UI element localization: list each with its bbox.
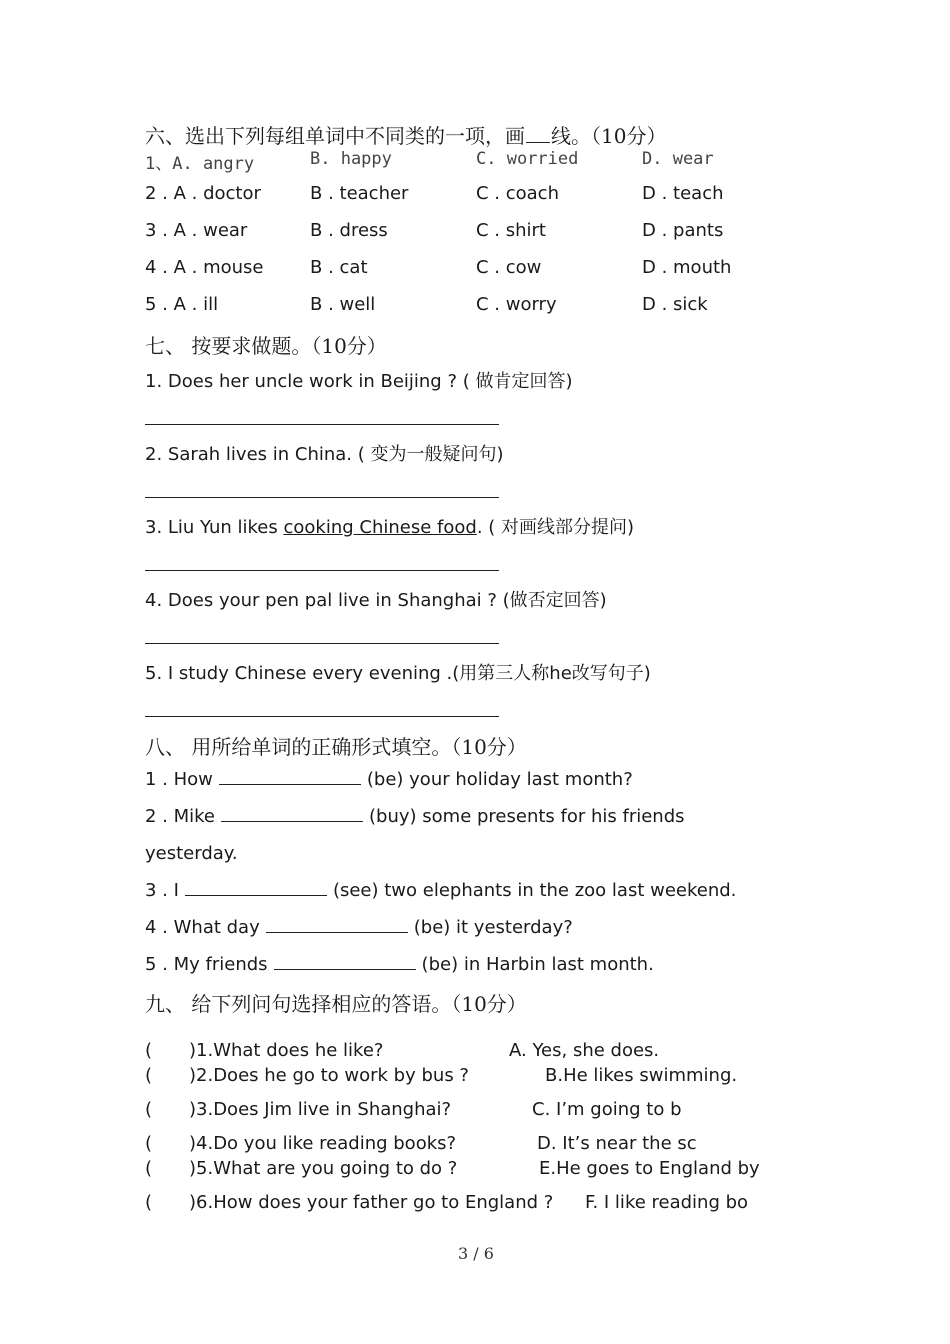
s9-question-5: )5.What are you going to do ? <box>189 1158 458 1179</box>
s8-question-5 <box>145 953 654 975</box>
s9-option-c: C. I’m going to b <box>532 1099 682 1120</box>
s8-blank-5[interactable] <box>274 953 416 970</box>
s9-question-2: )2.Does he go to work by bus ? <box>189 1065 469 1086</box>
s6-row-2-d: D . teach <box>642 183 724 204</box>
s6-row-5-a: 5 . A . ill <box>145 294 219 315</box>
s7-question-3 <box>145 513 634 539</box>
s6-row-3-c: C . shirt <box>476 220 546 241</box>
s7-question-4: 4. Does your pen pal live in Shanghai ? (做否定回答) <box>145 590 607 611</box>
title-blank <box>526 128 550 143</box>
s8-q4-post: (be) it yesterday? <box>413 917 573 938</box>
s8-question-2-cont: yesterday. <box>145 843 238 864</box>
s9-answer-paren-6[interactable]: ( <box>145 1192 153 1213</box>
s9-question-4: )4.Do you like reading books? <box>189 1133 457 1154</box>
section-6-title-post: 线。（10分） <box>551 124 667 148</box>
s7-question-5: 5. I study Chinese every evening .(用第三人称he改写句子) <box>145 663 651 684</box>
s6-row-3-d: D . pants <box>642 220 724 241</box>
s9-question-3: )3.Does Jim live in Shanghai? <box>189 1099 452 1120</box>
s6-row-5-c: C . worry <box>476 294 557 315</box>
s9-option-d: D. It’s near the sc <box>537 1133 697 1154</box>
s7-answer-line-3[interactable] <box>145 570 499 571</box>
s9-row-4 <box>145 1133 456 1154</box>
s6-row-1-d: D. wear <box>642 149 714 169</box>
s8-q2-pre: 2 . Mike <box>145 806 216 827</box>
s9-question-6: )6.How does your father go to England ? <box>189 1192 554 1213</box>
s9-option-b: B.He likes swimming. <box>545 1065 738 1086</box>
s9-row-1 <box>145 1040 383 1061</box>
s8-blank-1[interactable] <box>219 768 361 785</box>
s8-question-1 <box>145 768 633 790</box>
s8-q3-post: (see) two elephants in the zoo last weekend. <box>332 880 737 901</box>
s8-q5-pre: 5 . My friends <box>145 954 268 975</box>
s8-blank-2[interactable] <box>221 805 363 822</box>
s9-answer-paren-1[interactable]: ( <box>145 1040 153 1061</box>
s8-blank-3[interactable] <box>185 879 327 896</box>
s6-row-1-b: B. happy <box>310 149 392 169</box>
section-6-title-pre: 六、选出下列每组单词中不同类的一项，画 <box>145 124 525 148</box>
s9-answer-paren-4[interactable]: ( <box>145 1133 153 1154</box>
s9-option-a: A. Yes, she does. <box>509 1040 660 1061</box>
s8-question-3 <box>145 879 736 901</box>
s6-row-4-c: C . cow <box>476 257 542 278</box>
s9-answer-paren-3[interactable]: ( <box>145 1099 153 1120</box>
section-8-title: 八、 用所给单词的正确形式填空。（10分） <box>145 735 527 759</box>
s8-question-4 <box>145 916 573 938</box>
s9-row-5 <box>145 1158 457 1179</box>
s9-option-e: E.He goes to England by <box>539 1158 760 1179</box>
section-7-title: 七、 按要求做题。（10分） <box>145 334 387 358</box>
s6-row-2-a: 2 . A . doctor <box>145 183 261 204</box>
s6-row-4-b: B . cat <box>310 257 368 278</box>
s7-q3-underlined: cooking Chinese food <box>283 517 477 538</box>
s7-answer-line-4[interactable] <box>145 643 499 644</box>
s7-answer-line-5[interactable] <box>145 716 499 717</box>
s9-row-2 <box>145 1065 469 1086</box>
s8-q2-post: (buy) some presents for his friends <box>369 806 685 827</box>
s6-row-4-d: D . mouth <box>642 257 732 278</box>
page-number: 3 / 6 <box>458 1244 494 1263</box>
s9-question-1: )1.What does he like? <box>189 1040 384 1061</box>
s6-row-2-b: B . teacher <box>310 183 409 204</box>
s6-row-4-a: 4 . A . mouse <box>145 257 264 278</box>
s8-q4-pre: 4 . What day <box>145 917 260 938</box>
s9-option-f: F. I like reading bo <box>585 1192 749 1213</box>
s6-row-5-d: D . sick <box>642 294 708 315</box>
s6-row-3-b: B . dress <box>310 220 388 241</box>
section-9-title: 九、 给下列问句选择相应的答语。（10分） <box>145 992 527 1016</box>
s6-row-5-b: B . well <box>310 294 376 315</box>
s8-question-2 <box>145 805 685 827</box>
s7-answer-line-1[interactable] <box>145 424 499 425</box>
s7-q3-post: . ( 对画线部分提问) <box>476 517 635 538</box>
s9-row-6 <box>145 1192 553 1213</box>
s8-q3-pre: 3 . I <box>145 880 179 901</box>
s6-row-1-c: C. worried <box>476 149 579 169</box>
s8-blank-4[interactable] <box>266 916 408 933</box>
s8-q1-post: (be) your holiday last month? <box>366 769 633 790</box>
s9-answer-paren-5[interactable]: ( <box>145 1158 153 1179</box>
s6-row-2-c: C . coach <box>476 183 559 204</box>
s8-q1-pre: 1 . How <box>145 769 213 790</box>
s7-answer-line-2[interactable] <box>145 497 499 498</box>
s8-q5-post: (be) in Harbin last month. <box>421 954 654 975</box>
section-6-title <box>145 120 666 149</box>
s6-row-3-a: 3 . A . wear <box>145 220 248 241</box>
s6-row-1-a: 1、A. angry <box>145 154 255 174</box>
s9-row-3 <box>145 1099 451 1120</box>
s9-answer-paren-2[interactable]: ( <box>145 1065 153 1086</box>
s7-question-1: 1. Does her uncle work in Beijing ? ( 做肯定回答) <box>145 371 573 392</box>
s7-question-2: 2. Sarah lives in China. ( 变为一般疑问句) <box>145 444 504 465</box>
s7-q3-pre: 3. Liu Yun likes <box>145 517 284 538</box>
